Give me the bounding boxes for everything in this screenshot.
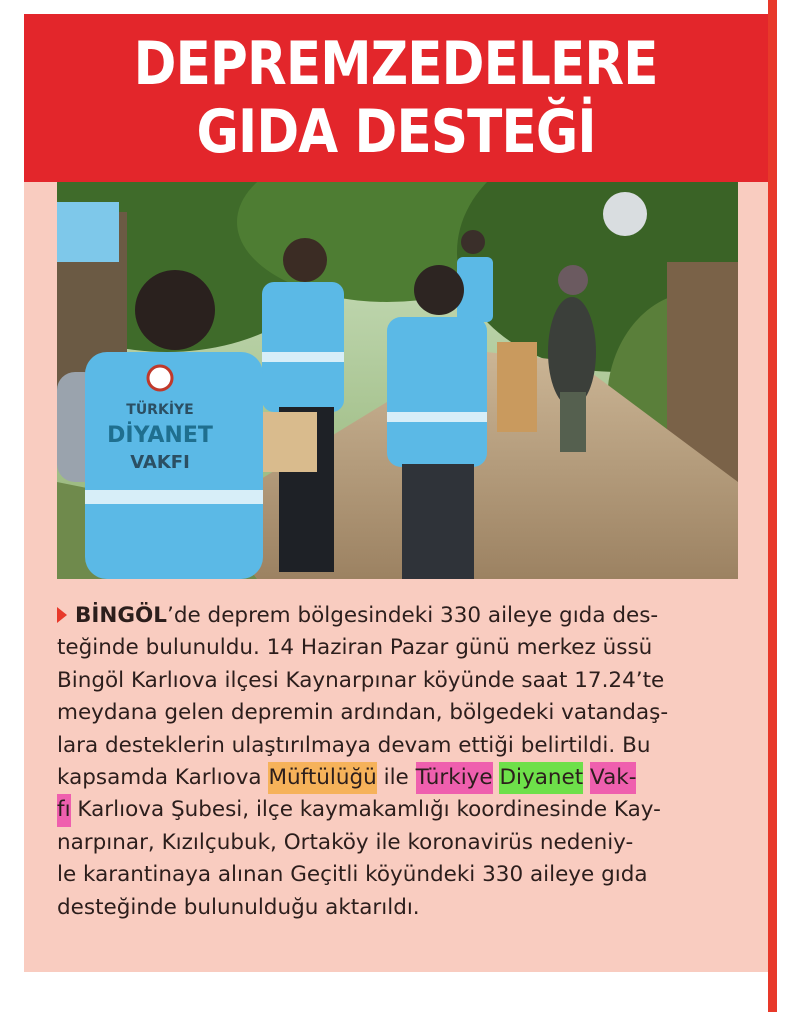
body-line-9: le karantinaya alınan Geçitli köyündeki 330 aileye gıda bbox=[57, 862, 648, 888]
vest-text-vakfi: VAKFI bbox=[130, 452, 190, 473]
red-bullet-icon bbox=[57, 607, 67, 623]
highlight-vak: Vak- bbox=[590, 762, 636, 794]
blue-tarp bbox=[57, 202, 119, 262]
body-line-8: narpınar, Kızılçubuk, Ortaköy ile koronavirüs nedeniy- bbox=[57, 829, 634, 855]
vest-text-diyanet: DİYANET bbox=[107, 423, 213, 448]
woman-body bbox=[548, 297, 596, 407]
vest-text-turkiye: TÜRKİYE bbox=[126, 402, 194, 418]
worker2-vest bbox=[262, 282, 344, 412]
photo-illustration bbox=[57, 182, 738, 579]
highlight-turkiye: Türkiye bbox=[416, 762, 493, 794]
body-line-7 bbox=[57, 794, 747, 826]
body-line-6-text-b: ile bbox=[376, 765, 416, 791]
worker3-box bbox=[497, 342, 537, 432]
body-line-6-text-c bbox=[493, 762, 500, 794]
body-line-6-text-d bbox=[583, 762, 590, 794]
body-line-6-text-a: kapsamda Karlıova bbox=[57, 765, 269, 791]
worker3-vest bbox=[387, 317, 487, 467]
news-photo bbox=[57, 182, 738, 579]
worker1-reflective-stripe bbox=[85, 490, 263, 504]
worker1-head bbox=[135, 270, 215, 350]
body-line-1 bbox=[57, 600, 747, 632]
highlight-fi: fı bbox=[57, 794, 71, 826]
highlight-muftulugu: Müftülüğü bbox=[268, 762, 376, 794]
woman-legs bbox=[560, 392, 586, 452]
news-clipping bbox=[24, 14, 768, 972]
city-name: BİNGÖL bbox=[75, 603, 168, 628]
article-body bbox=[57, 600, 747, 924]
headline-banner bbox=[24, 14, 768, 182]
worker2-head bbox=[283, 238, 327, 282]
worker2-reflective-stripe bbox=[262, 352, 344, 362]
worker3-reflective-stripe bbox=[387, 412, 487, 422]
body-line-3: Bingöl Karlıova ilçesi Kaynarpınar köyünde saat 17.24’te bbox=[57, 667, 665, 693]
body-line-5: lara desteklerin ulaştırılmaya devam ettiği belirtildi. Bu bbox=[57, 732, 651, 758]
worker3-head bbox=[414, 265, 464, 315]
body-line-6 bbox=[57, 762, 747, 794]
worker1-vest-logo bbox=[148, 366, 172, 390]
headline-line-1: DEPREMZEDELERE bbox=[133, 29, 659, 99]
far-worker-head bbox=[461, 230, 485, 254]
body-line-2: teğinde bulunuldu. 14 Haziran Pazar günü merkez üssü bbox=[57, 635, 653, 661]
body-line-4: meydana gelen depremin ardından, bölgedeki vatandaş- bbox=[57, 700, 669, 726]
body-line-7-text: Karlıova Şubesi, ilçe kaymakamlığı koordinesinde Kay- bbox=[70, 797, 661, 823]
satellite-dish bbox=[603, 192, 647, 236]
headline-line-2: GIDA DESTEĞİ bbox=[196, 97, 596, 167]
right-margin-rule bbox=[768, 0, 777, 1012]
highlight-diyanet: Diyanet bbox=[499, 762, 583, 794]
woman-head bbox=[558, 265, 588, 295]
body-line-1-lead bbox=[57, 600, 658, 632]
body-line-10: desteğinde bulunulduğu aktarıldı. bbox=[57, 894, 420, 920]
worker3-legs bbox=[402, 464, 474, 579]
body-line-1-text: ’de deprem bölgesindeki 330 aileye gıda des- bbox=[167, 603, 659, 628]
